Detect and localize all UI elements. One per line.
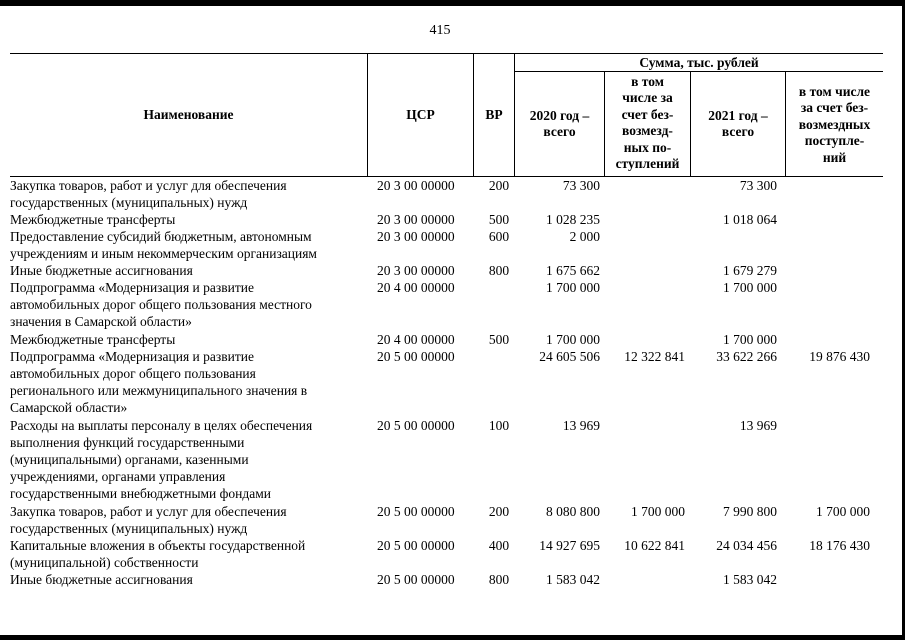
header-vr: ВР	[485, 107, 503, 122]
header-2021-free: в том числе за счет без- возмездных поступле- ний	[798, 84, 871, 165]
row-vr: 200	[488, 178, 510, 193]
row-csr: 20 3 00 00000	[377, 212, 455, 227]
row-name: Подпрограмма «Модернизация и развитие автомобильных дорог общего пользования местного значения в Самарской области»	[10, 280, 312, 329]
row-2020-total: 14 927 695	[539, 538, 600, 553]
row-vr: 600	[488, 229, 510, 244]
row-2021-total: 1 583 042	[723, 572, 777, 587]
row-csr: 20 5 00 00000	[377, 504, 455, 519]
row-2021-total: 1 700 000	[723, 332, 777, 347]
header-2020-free: в том числе за счет без- возмезд- ных по- ступлений	[615, 74, 680, 172]
page-edge-top	[0, 0, 905, 6]
row-name: Расходы на выплаты персоналу в целях обеспечения выполнения функций государственными (муниципальными) органами, казенными учреждениями, органами управления государственными внебюджетными фондами	[10, 418, 313, 501]
row-2021-total: 1 018 064	[723, 212, 777, 227]
row-2021-free: 18 176 430	[809, 538, 870, 553]
sum-subheader-line	[514, 71, 883, 72]
row-2020-total: 1 583 042	[546, 572, 600, 587]
row-2020-free: 10 622 841	[624, 538, 685, 553]
row-vr: 200	[488, 504, 510, 519]
row-2021-free: 19 876 430	[809, 349, 870, 364]
row-2020-total: 1 028 235	[546, 212, 600, 227]
header-sum-title: Сумма, тыс. рублей	[639, 55, 759, 70]
row-csr: 20 4 00 00000	[377, 280, 455, 295]
row-2021-total: 7 990 800	[723, 504, 777, 519]
row-name: Капитальные вложения в объекты государственной (муниципальной) собственности	[10, 538, 306, 570]
row-csr: 20 5 00 00000	[377, 349, 455, 364]
row-vr: 800	[488, 572, 510, 587]
row-2020-total: 1 675 662	[546, 263, 600, 278]
row-name: Подпрограмма «Модернизация и развитие автомобильных дорог общего пользования регионального или межмуниципального значения в Самарской области»	[10, 349, 308, 415]
row-2021-total: 1 700 000	[723, 280, 777, 295]
row-name: Иные бюджетные ассигнования	[10, 263, 193, 278]
row-name: Межбюджетные трансферты	[10, 332, 176, 347]
row-2021-total: 73 300	[739, 178, 777, 193]
row-2021-total: 24 034 456	[716, 538, 777, 553]
row-2020-total: 73 300	[562, 178, 600, 193]
page-number: 415	[429, 23, 451, 38]
header-name: Наименование	[143, 107, 234, 122]
row-vr: 100	[488, 418, 510, 433]
row-vr: 500	[488, 332, 510, 347]
row-2020-free: 12 322 841	[624, 349, 685, 364]
row-csr: 20 4 00 00000	[377, 332, 455, 347]
row-name: Межбюджетные трансферты	[10, 212, 176, 227]
row-name: Закупка товаров, работ и услуг для обеспечения государственных (муниципальных) нужд	[10, 178, 287, 210]
row-2021-total: 1 679 279	[723, 263, 777, 278]
row-csr: 20 5 00 00000	[377, 418, 455, 433]
table-top-border	[10, 53, 883, 54]
row-csr: 20 3 00 00000	[377, 263, 455, 278]
row-vr: 500	[488, 212, 510, 227]
row-csr: 20 5 00 00000	[377, 538, 455, 553]
page-edge-bottom	[0, 635, 905, 640]
row-name: Иные бюджетные ассигнования	[10, 572, 193, 587]
row-name: Закупка товаров, работ и услуг для обеспечения государственных (муниципальных) нужд	[10, 504, 287, 536]
header-2021-total: 2021 год – всего	[708, 108, 768, 139]
row-2021-free: 1 700 000	[816, 504, 870, 519]
row-csr: 20 3 00 00000	[377, 229, 455, 244]
row-name: Предоставление субсидий бюджетным, автономным учреждениям и иным некоммерческим организациям	[10, 229, 317, 261]
row-csr: 20 3 00 00000	[377, 178, 455, 193]
row-2021-total: 13 969	[739, 418, 777, 433]
row-vr: 800	[488, 263, 510, 278]
row-2020-total: 8 080 800	[546, 504, 600, 519]
header-2020-total: 2020 год – всего	[529, 108, 590, 139]
row-2021-total: 33 622 266	[716, 349, 777, 364]
row-2020-total: 2 000	[569, 229, 600, 244]
row-csr: 20 5 00 00000	[377, 572, 455, 587]
row-2020-total: 1 700 000	[546, 280, 600, 295]
header-csr: ЦСР	[406, 107, 435, 122]
row-2020-total: 24 605 506	[539, 349, 600, 364]
row-vr: 400	[488, 538, 510, 553]
row-2020-total: 1 700 000	[546, 332, 600, 347]
row-2020-total: 13 969	[562, 418, 600, 433]
row-2020-free: 1 700 000	[631, 504, 685, 519]
